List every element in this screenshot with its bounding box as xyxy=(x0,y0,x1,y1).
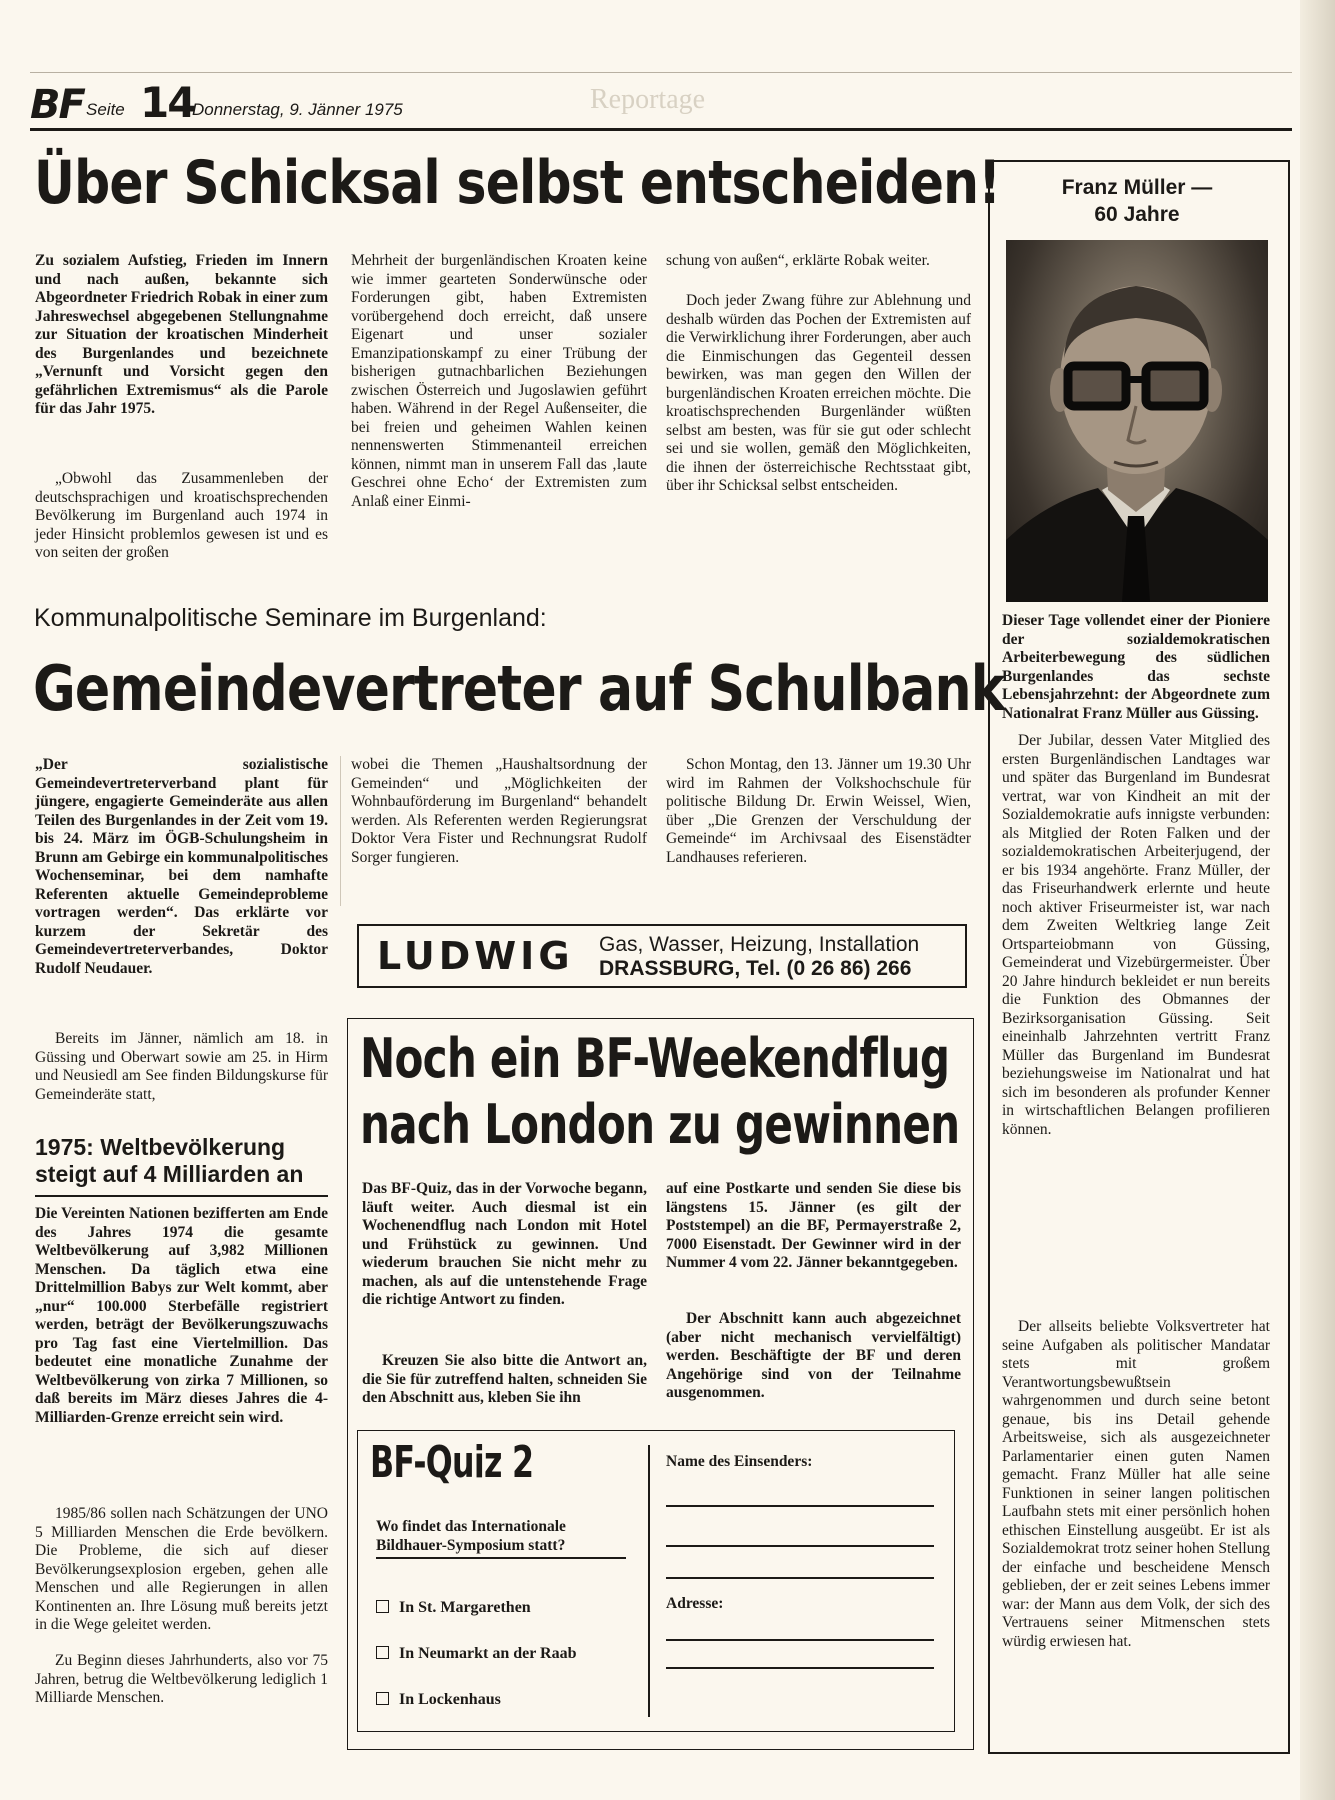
portrait-photo xyxy=(1006,240,1268,602)
contest-col1-p2: Kreuzen Sie also bitte die Antwort an, die Sie für zutreffend halten, schneiden Sie den Abschnitt aus, kleben Sie ihn xyxy=(362,1352,647,1406)
quiz-option-1[interactable] xyxy=(376,1599,531,1617)
quiz-option-3[interactable] xyxy=(376,1691,501,1709)
article1-col3-p2: Doch jeder Zwang führe zur Ablehnung und deshalb würden das Pochen der Extremisten auf die Verwirklichung ihrer Forderungen, aber auch die Einmischungen das Gegenteil dessen bewirken, was man gegen den Willen der burgenländischen Kroaten erreichen möchte. Die kroatischsprechenden Burgenländer wüßten selbst am besten, was für sie gut oder schlecht sei und sie wollen, gemäß den Möglichkeiten, die ihnen der österreichische Rechtsstaat gibt, über ihr Schicksal selbst entscheiden. xyxy=(666,292,971,494)
top-rule xyxy=(30,72,1292,73)
name-line-1[interactable] xyxy=(666,1505,934,1507)
ad-brand: LUDWIG xyxy=(377,934,574,978)
checkbox-icon[interactable] xyxy=(376,1646,389,1659)
checkbox-icon[interactable] xyxy=(376,1692,389,1705)
name-line-3[interactable] xyxy=(666,1577,934,1579)
article3-p2: 1985/86 sollen nach Schätzungen der UNO 5 Milliarden Menschen die Erde bevölkern. Die Probleme, die sich auf dieser Bevölkerungsexplosion ergeben, gehen alle Menschen und alle Regierungen in allen Kontinenten an. Ihre Lösung muß bereits jetzt in die Wege geleitet werden. xyxy=(35,1505,328,1633)
quiz-coupon[interactable] xyxy=(357,1430,955,1732)
issue-date: Donnerstag, 9. Jänner 1975 xyxy=(192,100,403,119)
article3-rule xyxy=(35,1195,328,1197)
article1-lead: Zu sozialem Aufstieg, Frieden im Innern und nach außen, bekannte sich Abgeordneter Friedrich Robak in einer zum Jahreswechsel abgegebenen Stellungnahme zur Situation der kroatischen Minderheit des Burgenlandes und bezeichnete „Vernunft und Vorsicht gegen den gefährlichen Extremismus“ als die Parole für das Jahr 1975. xyxy=(35,252,328,417)
page-edge xyxy=(1300,0,1335,1800)
article3-headline-line1: 1975: Weltbevölkerung xyxy=(35,1134,286,1160)
contest-col2-p2: Der Abschnitt kann auch abgezeichnet (aber nicht mechanisch vervielfältigt) werden. Beschäftigte der BF und deren Angehörige sind von der Teilnahme ausgenommen. xyxy=(666,1310,961,1401)
checkbox-icon[interactable] xyxy=(376,1600,389,1613)
article1-col2: Mehrheit der burgenländischen Kroaten keine wie immer gearteten Sonderwünsche oder Forderungen gibt, haben Extremisten vorübergehend doch erreicht, daß unsere Eigenart und unser sozialer Emanzipationskampf zu einer Trübung der bisherigen gutnachbarlichen Beziehungen zwischen Österreich und Jugoslawien geführt haben. Während in der Regel Außenseiter, die bei freien und geheimen Wahlen keinen nennenswerten Stimmenanteil erreichen können, nimmt man in unserem Fall das ‚laute Geschrei ohne Echo‘ der Extremisten zum Anlaß einer Einmi- xyxy=(351,252,647,510)
faded-section-header: Reportage xyxy=(590,84,706,115)
quiz-option-1-label: In St. Margarethen xyxy=(399,1599,531,1616)
sidebar-title xyxy=(990,174,1284,228)
sidebar-title-line1: Franz Müller — xyxy=(1061,176,1213,199)
article3-headline-line2: steigt auf 4 Milliarden an xyxy=(35,1161,304,1187)
quiz-question-rule xyxy=(376,1557,626,1559)
portrait-illustration xyxy=(1006,240,1268,602)
address-label: Adresse: xyxy=(666,1595,724,1612)
seite-label: Seite xyxy=(86,100,125,119)
contest-col1: Das BF-Quiz, das in der Vorwoche begann, läuft weiter. Auch diesmal ist ein Wochenendflug nach London mit Hotel und Frühstück zu gewinnen. Und wiederum brauchen Sie nicht mehr zu machen, als auf die untenstehende Frage die richtige Antwort zu finden. xyxy=(362,1180,647,1308)
article1-col1-p2: „Obwohl das Zusammenleben der deutschsprachigen und kroatischsprechenden Bevölkerung im Burgenland auch 1974 in jeder Hinsicht problemlos gewesen ist und es von seiten der großen xyxy=(35,470,328,561)
quiz-divider xyxy=(648,1445,650,1717)
article1-col3-p1: schung von außen“, erklärte Robak weiter. xyxy=(666,252,930,269)
page-number: 14 xyxy=(140,78,195,127)
quiz-option-3-label: In Lockenhaus xyxy=(399,1691,501,1708)
article2-col1-p2: Bereits im Jänner, nämlich am 18. in Güssing und Oberwart sowie am 25. in Hirm und Neusiedl am See finden Bildungskurse für Gemeinderäte statt, xyxy=(35,1030,328,1103)
article3-lead: Die Vereinten Nationen bezifferten am Ende des Jahres 1974 die gesamte Weltbevölkerung auf 3,982 Millionen Menschen. Da täglich etwa eine Drittelmillion Babys zur Welt kommt, aber „nur“ 100.000 Sterbefälle registriert werden, beträgt der Bevölkerungszuwachs pro Tag fast eine Viertelmillion. Das bedeutet eine monatliche Zunahme der Weltbevölkerung von zirka 7 Millionen, so daß bereits im März dieses Jahres die 4-Milliarden-Grenze erreicht sein wird. xyxy=(35,1205,328,1426)
ludwig-ad xyxy=(357,924,967,988)
contest-col2: auf eine Postkarte und senden Sie diese bis längstens 15. Jänner (es gilt der Poststempel) an die BF, Permayerstraße 2, 7000 Eisenstadt. Der Gewinner wird in der Nummer 4 vom 22. Jänner bekanntgegeben. xyxy=(666,1180,961,1271)
article3-p3: Zu Beginn dieses Jahrhunderts, also vor 75 Jahren, betrug die Weltbevölkerung lediglich 1 Milliarde Menschen. xyxy=(35,1652,328,1706)
sidebar-lead: Dieser Tage vollendet einer der Pioniere der sozialdemokratischen Arbeiterbewegung des südlichen Burgenlandes das sechste Lebensjahrzehnt: der Abgeordnete zum Nationalrat Franz Müller aus Güssing. xyxy=(1002,612,1270,722)
contest-headline-line1: Noch ein BF-Weekendflug xyxy=(360,1027,950,1090)
quiz-option-2[interactable] xyxy=(376,1645,577,1663)
article3-headline xyxy=(35,1134,330,1188)
article2-col1-lead: „Der sozialistische Gemeindevertreterverband plant für jüngere, engagierte Gemeinderäte aus allen Teilen des Burgenlandes in der Zeit vom 19. bis 24. März im ÖGB-Schulungsheim in Brunn am Gebirge ein kommunalpolitisches Wochenseminar, bei dem namhafte Referenten aktuelle Gemeindeprobleme vortragen werden“. Das erklärte vor kurzem der Sekretär des Gemeindevertreterverbandes, Doktor Rudolf Neudauer. xyxy=(35,756,328,977)
sidebar-title-line2: 60 Jahre xyxy=(1094,203,1180,226)
name-line-2[interactable] xyxy=(666,1545,934,1547)
ad-line1: Gas, Wasser, Heizung, Installation xyxy=(599,933,920,956)
quiz-title: BF-Quiz 2 xyxy=(370,1437,534,1488)
article2-col2: wobei die Themen „Haushaltsordnung der Gemeinden“ und „Möglichkeiten der Wohnbauförderung im Burgenland“ behandelt werden. Als Referenten werden Regierungsrat Doktor Vera Fister und Rechnungsrat Rudolf Sorger fungieren. xyxy=(351,756,647,866)
article2-headline: Gemeindevertreter auf Schulbank xyxy=(33,652,1005,725)
sidebar-p2: Der Jubilar, dessen Vater Mitglied des ersten Burgenländischen Landtages war und später das Burgenland im Bundesrat vertrat, war von Kindheit an mit der Sozialdemokratie aufs innigste verbunden: als Mitglied der Roten Falken und der sozialdemokratischen Arbeiterjugend, der er bis 1934 angehörte. Franz Müller, der das Friseurhandwerk erlernte und heute noch aktiver Friseurmeister ist, war nach dem Zweiten Weltkrieg lange Zeit Ortsparteiobmann von Güssing, Gemeinderat und Vizebürgermeister. Über 20 Jahre hindurch bekleidet er nun bereits die Funktion des Obmannes der Bezirksorganisation Güssing. Seit eineinhalb Jahrzehnten vertritt Franz Müller das Burgenland im Bundesrat beziehungsweise im Nationalrat und hat sich im besonderen als profunder Kenner in wirtschaftlichen Belangen profilieren können. xyxy=(1002,732,1270,1138)
masthead xyxy=(30,78,1292,130)
column-separator xyxy=(340,756,341,906)
article2-col3: Schon Montag, den 13. Jänner um 19.30 Uhr wird im Rahmen der Volkshochschule für politische Bildung Dr. Erwin Weissel, Wien, über „Die Grenzen der Verschuldung der Gemeinde“ im Archivsaal des Eisenstädter Landhauses referieren. xyxy=(666,756,971,866)
article1-headline: Über Schicksal selbst entscheiden! xyxy=(34,148,1001,218)
quiz-question: Wo findet das Internationale Bildhauer-Symposium statt? xyxy=(376,1518,566,1554)
article2-kicker: Kommunalpolitische Seminare im Burgenland: xyxy=(34,604,547,632)
masthead-rule xyxy=(30,128,1292,131)
address-line-1[interactable] xyxy=(666,1639,934,1641)
quiz-option-2-label: In Neumarkt an der Raab xyxy=(399,1645,577,1662)
ad-line2: DRASSBURG, Tel. (0 26 86) 266 xyxy=(599,957,912,980)
address-line-2[interactable] xyxy=(666,1667,934,1669)
logo: BF xyxy=(30,82,84,128)
contest-headline-line2: nach London zu gewinnen xyxy=(360,1093,960,1156)
name-label: Name des Einsenders: xyxy=(666,1453,813,1470)
sidebar-p3: Der allseits beliebte Volksvertreter hat seine Aufgaben als politischer Mandatar stets mit großem Verantwortungsbewußtsein wahrgenommen und durch seine betont genaue, bis ins Detail gehende Arbeitsweise, sich als ausgezeichneter Parlamentarier einen guten Namen gemacht. Franz Müller hat alle seine Funktionen in seiner langen politischen Laufbahn stets mit einer persönlich hohen ethischen Einstellung ausgeübt. Er ist als Sozialdemokrat trotz seiner hohen Stellung der einfache und bescheidene Mensch geblieben, der er zeit seines Lebens immer war: der Mann aus dem Volk, der sich des Vertrauens seiner Mitmenschen stets würdig erwiesen hat. xyxy=(1002,1318,1270,1650)
